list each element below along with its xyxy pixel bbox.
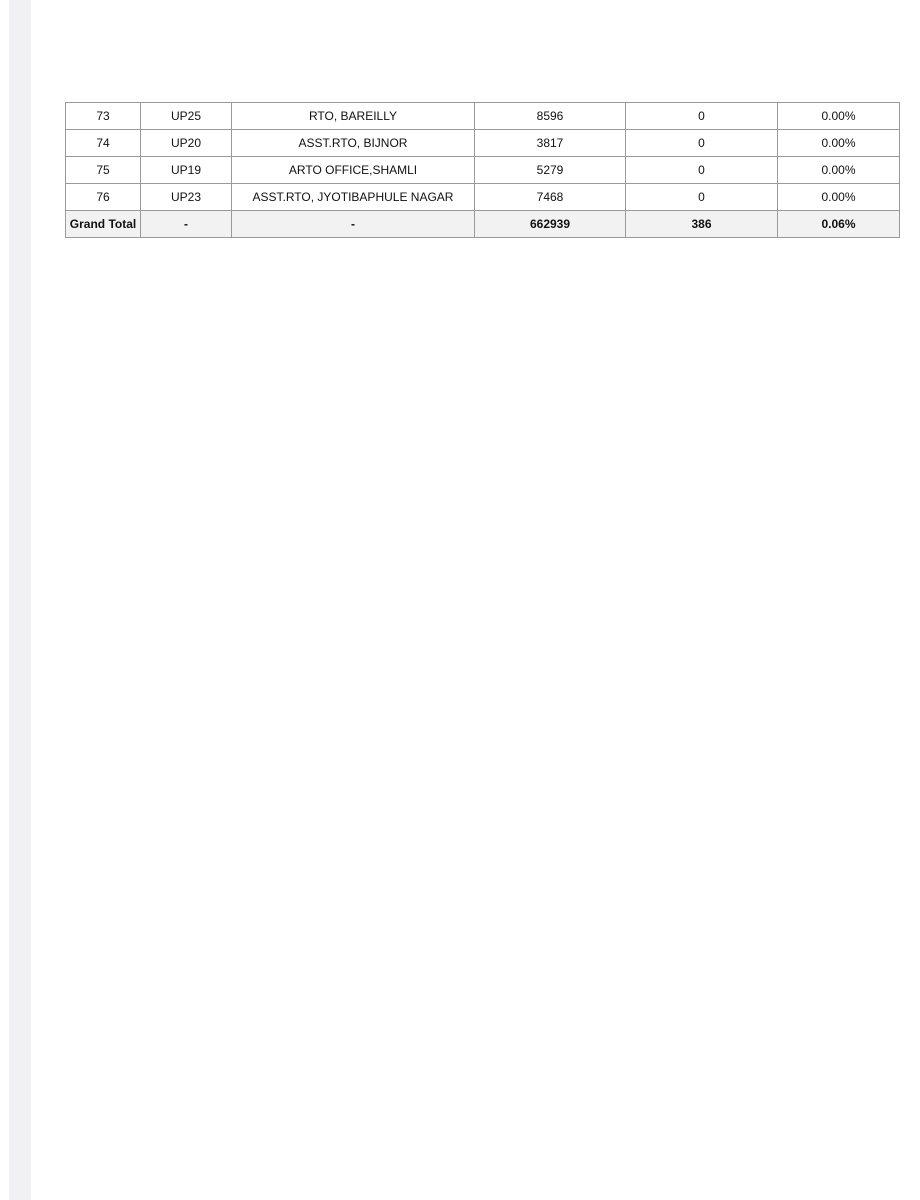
grand-total-label: Grand Total	[66, 211, 141, 238]
office-cell: RTO, BAREILLY	[232, 103, 475, 130]
total-percent-cell: 0.06%	[778, 211, 900, 238]
value-cell: 0	[626, 184, 778, 211]
office-cell: ARTO OFFICE,SHAMLI	[232, 157, 475, 184]
code-cell: UP23	[141, 184, 232, 211]
serial-cell: 73	[66, 103, 141, 130]
count-cell: 5279	[475, 157, 626, 184]
total-office-cell: -	[232, 211, 475, 238]
serial-cell: 76	[66, 184, 141, 211]
count-cell: 8596	[475, 103, 626, 130]
code-cell: UP19	[141, 157, 232, 184]
serial-cell: 74	[66, 130, 141, 157]
count-cell: 7468	[475, 184, 626, 211]
window-edge	[0, 0, 9, 1200]
document-page	[31, 0, 920, 1200]
percent-cell: 0.00%	[778, 157, 900, 184]
office-cell: ASST.RTO, JYOTIBAPHULE NAGAR	[232, 184, 475, 211]
percent-cell: 0.00%	[778, 103, 900, 130]
table-row	[66, 184, 900, 211]
code-cell: UP25	[141, 103, 232, 130]
grand-total-row	[66, 211, 900, 238]
count-cell: 3817	[475, 130, 626, 157]
office-cell: ASST.RTO, BIJNOR	[232, 130, 475, 157]
table-row	[66, 130, 900, 157]
total-code-cell: -	[141, 211, 232, 238]
viewer-margin	[9, 0, 31, 1200]
code-cell: UP20	[141, 130, 232, 157]
total-count-cell: 662939	[475, 211, 626, 238]
rto-report-table	[65, 102, 900, 238]
value-cell: 0	[626, 130, 778, 157]
percent-cell: 0.00%	[778, 184, 900, 211]
serial-cell: 75	[66, 157, 141, 184]
table-row	[66, 157, 900, 184]
table-row	[66, 103, 900, 130]
value-cell: 0	[626, 157, 778, 184]
total-value-cell: 386	[626, 211, 778, 238]
percent-cell: 0.00%	[778, 130, 900, 157]
value-cell: 0	[626, 103, 778, 130]
